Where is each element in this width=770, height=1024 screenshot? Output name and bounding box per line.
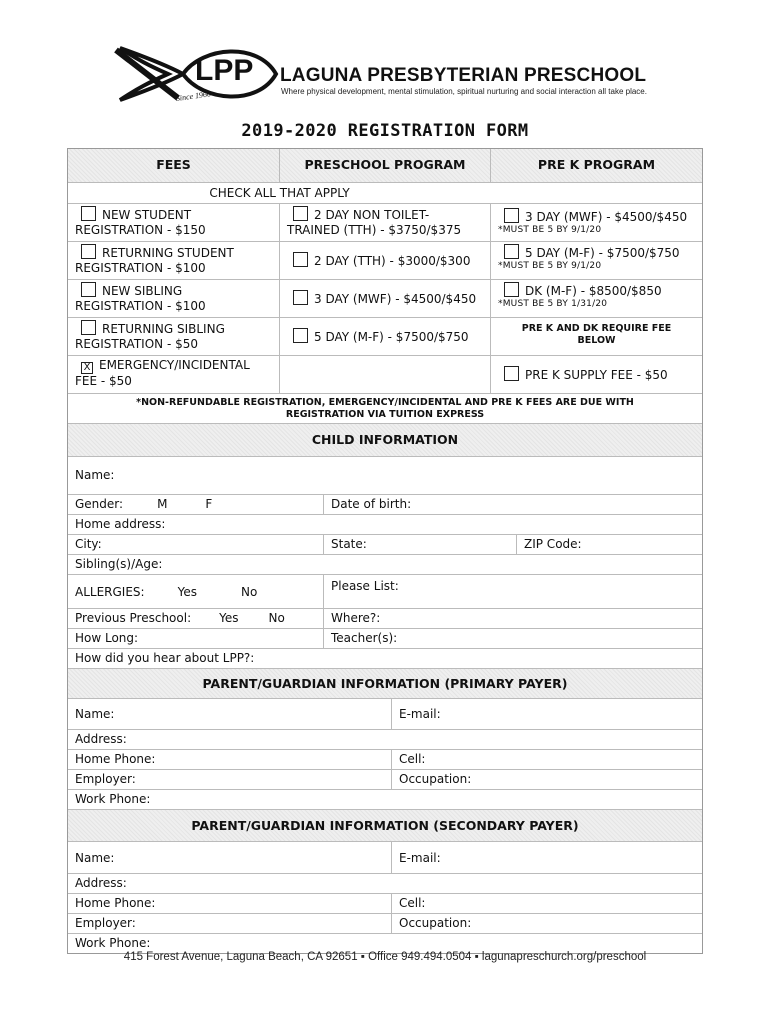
how-long-row bbox=[68, 628, 702, 648]
checkbox[interactable] bbox=[81, 320, 96, 335]
checkbox-checked[interactable]: X bbox=[81, 362, 93, 374]
checkbox[interactable] bbox=[81, 282, 96, 297]
how-long-field[interactable]: How Long: bbox=[75, 631, 139, 645]
secondary-address-row[interactable] bbox=[68, 873, 702, 893]
home-address-row[interactable] bbox=[68, 514, 702, 534]
secondary-email-field[interactable]: E-mail: bbox=[391, 842, 702, 873]
prek-dk-note: PRE K AND DK REQUIRE FEE BELOW bbox=[490, 318, 702, 355]
col-header-preschool: PRESCHOOL PROGRAM bbox=[279, 149, 490, 182]
check-all-note: CHECK ALL THAT APPLY bbox=[209, 186, 350, 200]
hear-about-label: How did you hear about LPP?: bbox=[75, 651, 255, 665]
program-5day[interactable]: 5 DAY (M-F) - $7500/$750 bbox=[279, 318, 490, 355]
primary-cell-field[interactable]: Cell: bbox=[391, 750, 702, 769]
fee-row-1 bbox=[68, 203, 702, 241]
previous-preschool-field[interactable]: Previous Preschool: Yes No bbox=[75, 611, 285, 625]
primary-phone-row bbox=[68, 749, 702, 769]
gender-dob-row bbox=[68, 494, 702, 514]
zip-field[interactable]: ZIP Code: bbox=[516, 535, 702, 554]
program-2day-nontoilet[interactable]: 2 DAY NON TOILET- TRAINED (TTH) - $3750/$375 bbox=[279, 204, 490, 241]
primary-work-phone-label: Work Phone: bbox=[75, 792, 151, 806]
primary-name-field[interactable]: Name: bbox=[75, 707, 115, 721]
home-address-label: Home address: bbox=[75, 517, 166, 531]
secondary-phone-row bbox=[68, 893, 702, 913]
state-field[interactable]: State: bbox=[323, 535, 516, 554]
prek-3day[interactable]: 3 DAY (MWF) - $4500/$450 *MUST BE 5 BY 9/1/20 bbox=[490, 204, 702, 241]
registration-sheet bbox=[67, 148, 703, 954]
primary-employer-row bbox=[68, 769, 702, 789]
tagline: Where physical development, mental stimulation, spiritual nurturing and social interaction all take place. bbox=[281, 87, 647, 96]
checkbox[interactable] bbox=[293, 290, 308, 305]
teachers-field[interactable]: Teacher(s): bbox=[323, 629, 702, 648]
checkbox[interactable] bbox=[81, 206, 96, 221]
secondary-work-phone-row[interactable] bbox=[68, 933, 702, 953]
checkbox[interactable] bbox=[504, 282, 519, 297]
hear-about-row[interactable] bbox=[68, 648, 702, 668]
secondary-name-field[interactable]: Name: bbox=[75, 851, 115, 865]
checkbox[interactable] bbox=[504, 244, 519, 259]
checkbox[interactable] bbox=[504, 208, 519, 223]
primary-payer-header bbox=[68, 668, 702, 698]
dob-field[interactable]: Date of birth: bbox=[323, 495, 702, 514]
checkbox[interactable] bbox=[504, 366, 519, 381]
prek-dk[interactable]: DK (M-F) - $8500/$850 *MUST BE 5 BY 1/31/20 bbox=[490, 280, 702, 317]
logo-letters: LPP bbox=[195, 54, 254, 87]
primary-occupation-field[interactable]: Occupation: bbox=[391, 770, 702, 789]
checkbox[interactable] bbox=[81, 244, 96, 259]
secondary-home-phone-field[interactable]: Home Phone: bbox=[75, 896, 156, 910]
primary-address-row[interactable] bbox=[68, 729, 702, 749]
fee-row-2 bbox=[68, 241, 702, 279]
siblings-row[interactable] bbox=[68, 554, 702, 574]
nonrefundable-row bbox=[68, 393, 702, 423]
fee-returning-sibling[interactable]: RETURNING SIBLING REGISTRATION - $50 bbox=[75, 322, 225, 351]
fee-row-3 bbox=[68, 279, 702, 317]
child-name-label: Name: bbox=[75, 468, 115, 482]
primary-email-field[interactable]: E-mail: bbox=[391, 699, 702, 729]
checkbox[interactable] bbox=[293, 252, 308, 267]
child-name-row[interactable] bbox=[68, 456, 702, 494]
fees-header-row bbox=[68, 149, 702, 182]
logo-since: Since 1960 bbox=[175, 89, 212, 104]
fee-emergency[interactable]: X EMERGENCY/INCIDENTAL FEE - $50 bbox=[75, 358, 250, 388]
program-3day[interactable]: 3 DAY (MWF) - $4500/$450 bbox=[279, 280, 490, 317]
child-info-header bbox=[68, 423, 702, 456]
secondary-employer-field[interactable]: Employer: bbox=[75, 916, 136, 930]
primary-home-phone-field[interactable]: Home Phone: bbox=[75, 752, 156, 766]
program-2day[interactable]: 2 DAY (TTH) - $3000/$300 bbox=[279, 242, 490, 279]
section-title: CHILD INFORMATION bbox=[311, 432, 459, 447]
secondary-cell-field[interactable]: Cell: bbox=[391, 894, 702, 913]
allergies-row bbox=[68, 574, 702, 608]
checkbox[interactable] bbox=[293, 206, 308, 221]
secondary-work-phone-label: Work Phone: bbox=[75, 936, 151, 950]
secondary-occupation-field[interactable]: Occupation: bbox=[391, 914, 702, 933]
secondary-address-label: Address: bbox=[75, 876, 127, 890]
page-footer: 415 Forest Avenue, Laguna Beach, CA 92651 ▪ Office 949.494.0504 ▪ lagunapreschurch.org/preschool bbox=[123, 951, 647, 963]
primary-work-phone-row[interactable] bbox=[68, 789, 702, 809]
where-field[interactable]: Where?: bbox=[323, 609, 702, 628]
fish-logo bbox=[108, 40, 280, 110]
page-header bbox=[108, 40, 708, 110]
siblings-label: Sibling(s)/Age: bbox=[75, 557, 163, 571]
section-title: PARENT/GUARDIAN INFORMATION (SECONDARY PAYER) bbox=[191, 818, 579, 833]
prek-supply-fee[interactable]: PRE K SUPPLY FEE - $50 bbox=[490, 356, 702, 393]
city-field[interactable]: City: bbox=[75, 537, 102, 551]
school-name: LAGUNA PRESBYTERIAN PRESCHOOL bbox=[280, 65, 647, 86]
col-header-fees: FEES bbox=[156, 157, 191, 172]
col-header-prek: PRE K PROGRAM bbox=[490, 149, 702, 182]
allergies-field[interactable]: ALLERGIES: Yes No bbox=[75, 585, 258, 599]
fee-row-5 bbox=[68, 355, 702, 393]
checkbox[interactable] bbox=[293, 328, 308, 343]
form-title: 2019-2020 REGISTRATION FORM bbox=[241, 121, 529, 141]
fee-returning-student[interactable]: RETURNING STUDENT REGISTRATION - $100 bbox=[75, 246, 234, 275]
check-all-row bbox=[68, 182, 702, 203]
primary-name-row bbox=[68, 698, 702, 729]
city-state-zip-row bbox=[68, 534, 702, 554]
previous-preschool-row bbox=[68, 608, 702, 628]
secondary-employer-row bbox=[68, 913, 702, 933]
prek-5day[interactable]: 5 DAY (M-F) - $7500/$750 *MUST BE 5 BY 9/1/20 bbox=[490, 242, 702, 279]
gender-field[interactable]: Gender: M F bbox=[75, 497, 213, 511]
primary-employer-field[interactable]: Employer: bbox=[75, 772, 136, 786]
allergies-list-field[interactable]: Please List: bbox=[323, 575, 702, 608]
fee-new-student[interactable]: NEW STUDENT REGISTRATION - $150 bbox=[75, 208, 206, 237]
secondary-name-row bbox=[68, 841, 702, 873]
nonrefundable-note: *NON-REFUNDABLE REGISTRATION, EMERGENCY/INCIDENTAL AND PRE K FEES ARE DUE WITH REGISTRATION VIA TUITION EXPRESS bbox=[136, 397, 634, 420]
secondary-payer-header bbox=[68, 809, 702, 841]
fee-new-sibling[interactable]: NEW SIBLING REGISTRATION - $100 bbox=[75, 284, 206, 313]
fee-row-4 bbox=[68, 317, 702, 355]
primary-address-label: Address: bbox=[75, 732, 127, 746]
section-title: PARENT/GUARDIAN INFORMATION (PRIMARY PAYER) bbox=[202, 676, 568, 691]
